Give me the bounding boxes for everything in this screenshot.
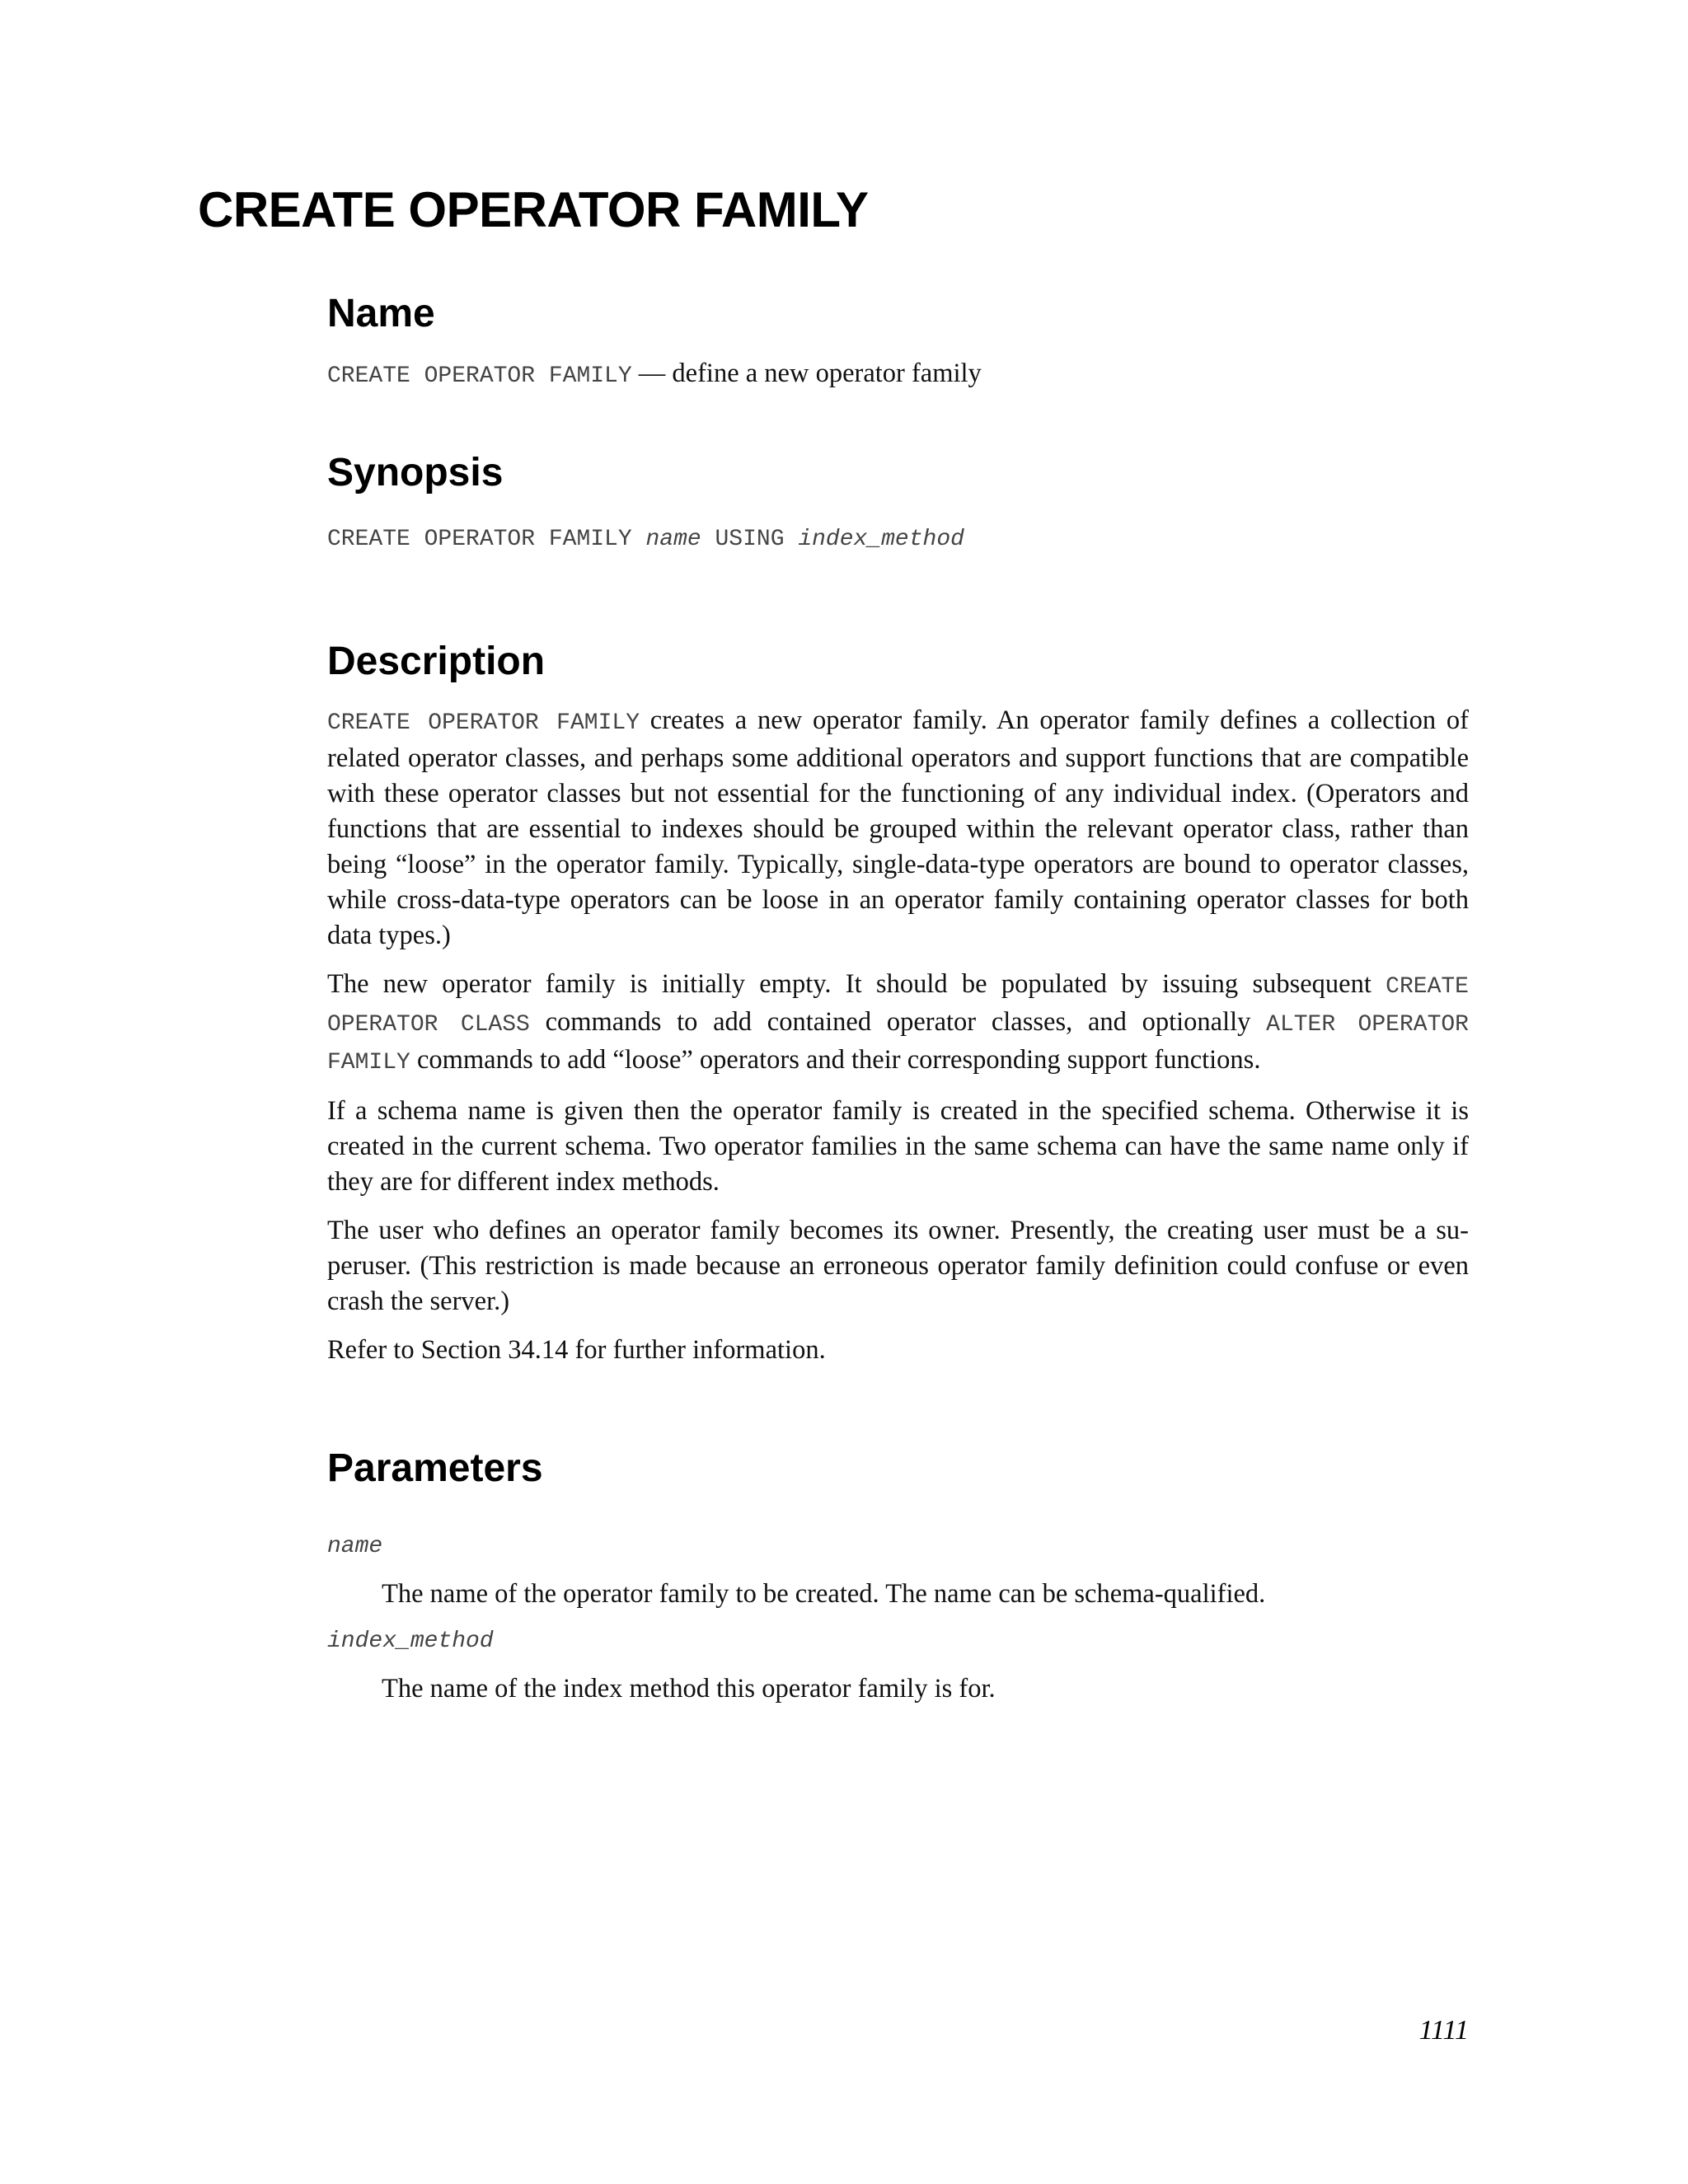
synopsis-part1: CREATE OPERATOR FAMILY [327,526,646,552]
parameters-heading: Parameters [327,1446,543,1491]
inline-code: ALTER OPERATOR FAMILY [327,1012,1469,1076]
inline-code: CREATE OPERATOR CLASS [327,974,1469,1038]
description-heading: Description [327,639,546,683]
synopsis-heading: Synopsis [327,450,504,494]
paragraph-text: commands to add “loose” operators and their corresponding support functions. [410,1045,1261,1076]
synopsis-method-param: index_method [798,526,964,552]
parameters-section [327,1447,1469,1707]
page-title: CREATE OPERATOR FAMILY [198,182,869,237]
description-paragraph-5: Refer to Section 34.14 for further information. [327,1335,826,1366]
description-paragraph-4: The user who defines an operator family becomes its owner. Presently, the creating user must be a superuser. (This restriction is made because an erroneous operator family definition could confuse or even crash the server.) [327,1216,1469,1317]
paragraph-text: The new operator family is initially empty. It should be populated by issuing subsequent [327,969,1386,1000]
description-body [327,703,1469,1368]
command-name: CREATE OPERATOR FAMILY [327,363,632,389]
content-body [327,293,1469,1707]
description-paragraph-1 [327,703,1469,954]
page-number: 1111 [1418,2015,1469,2046]
parameter-description: The name of the index method this operator family is for. [382,1674,996,1704]
description-paragraph-3: If a schema name is given then the operator family is created in the specified schema. Otherwise it is created in the current schema. Two operator families in the same schema can have the same name only if they are for different index methods. [327,1096,1469,1197]
synopsis-section [327,452,1469,556]
synopsis-code [327,523,1469,556]
synopsis-part2: USING [701,526,799,552]
synopsis-name-param: name [645,526,701,552]
command-summary: — define a new operator family [631,358,982,388]
paragraph-text: commands to add contained operator classes, and optionally [529,1007,1267,1038]
description-paragraph-2 [327,967,1469,1080]
parameter-term: name [327,1534,383,1560]
name-heading: Name [327,292,435,335]
inline-code: CREATE OPERATOR FAMILY [327,710,640,737]
name-line [327,356,1469,394]
parameter-term: index_method [327,1629,494,1655]
name-section [327,293,1469,394]
parameter-description: The name of the operator family to be created. The name can be schema-qualified. [382,1579,1266,1610]
description-section [327,640,1469,1369]
paragraph-text: creates a new operator family. An operator family defines a collection of related operator classes, and perhaps some additional operators and support functions that are compatible with these operator classes but not essential for the functioning of any individual index. (Operators and functions that are essential to indexes should be grouped within the relevant operator class, rather than being “loose” in the operator family. Typically, single-data-type operators are bound to operator classes, while cross-data-type operators can be loose in an operator family containing operator classes for both data types.) [327,705,1469,951]
